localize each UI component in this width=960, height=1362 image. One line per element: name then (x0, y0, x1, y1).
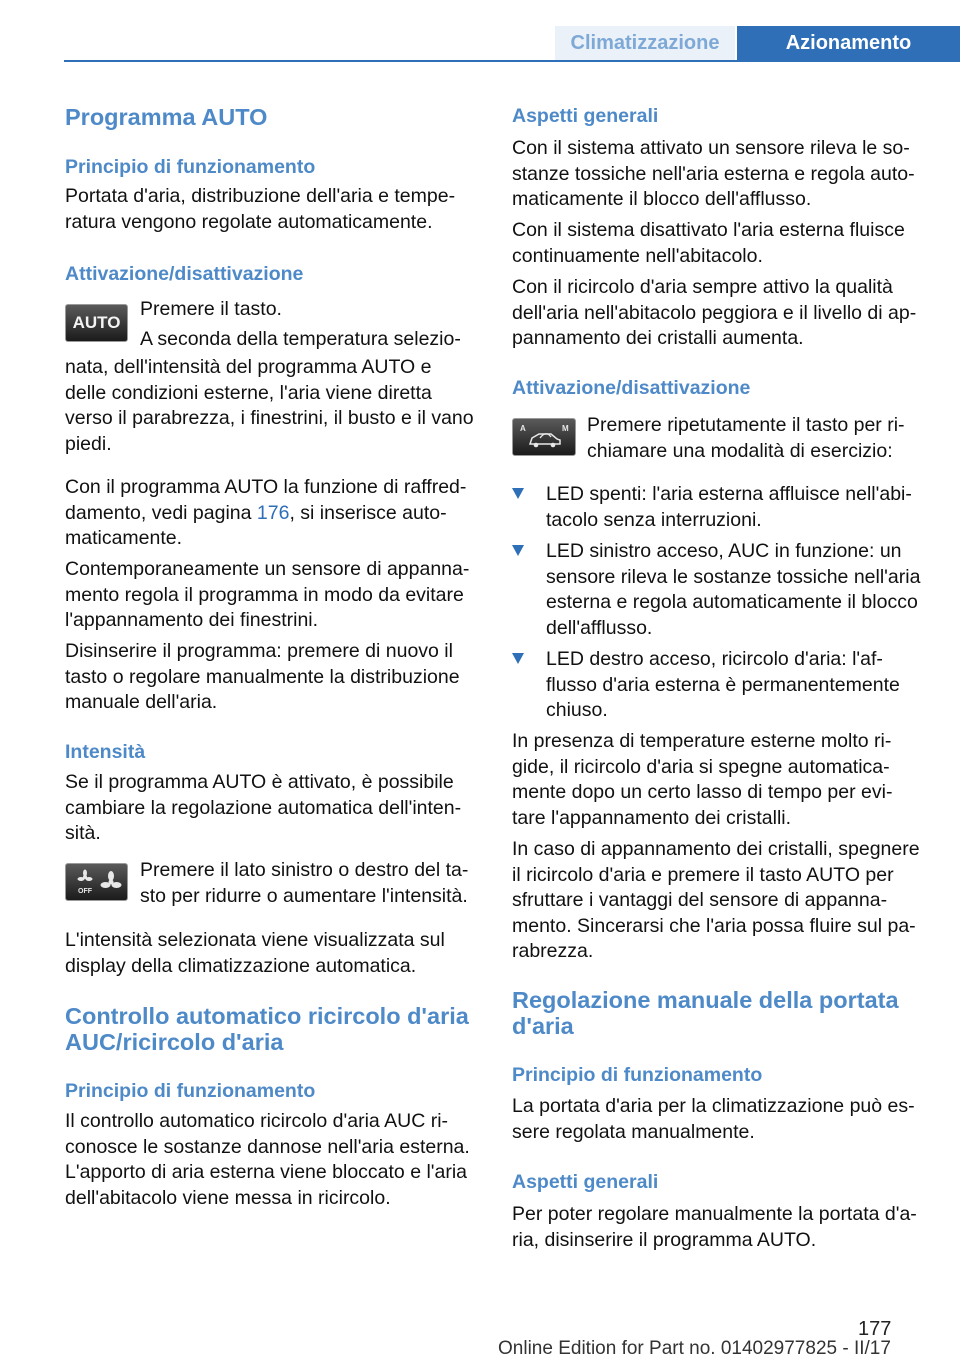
text-line: Premere il tasto. (140, 298, 282, 320)
text-line: esterna e regola automaticamente il blocco (546, 591, 918, 613)
paragraph-fogging (512, 837, 930, 965)
text-span: damento, vedi pagina (65, 501, 257, 524)
text-line: Contemporaneamente un sensore di appanna- (65, 558, 470, 580)
text-line: maticamente. (65, 527, 183, 549)
text-line: gide, il ricircolo d'aria si spegne automatica- (512, 755, 890, 778)
text-line: Se il programma AUTO è attivato, è possibile (65, 771, 454, 793)
paragraph-principle-2 (65, 1109, 477, 1211)
text-line: stanze tossiche nell'aria esterna e regola auto- (512, 162, 915, 185)
paragraph-intensity-display (65, 928, 477, 979)
heading-activation-2: Attivazione/disattivazione (512, 377, 751, 399)
text-line: flusso d'aria esterna è permanentemente (546, 673, 900, 696)
text-line: display della climatizzazione automatica. (65, 954, 417, 977)
text-line: rabrezza. (512, 940, 594, 962)
section-manual-air (512, 987, 930, 1039)
paragraph-intensity (65, 770, 477, 847)
auc-button-image (512, 418, 576, 456)
text-line: nata, dell'intensità del programma AUTO e (65, 356, 432, 378)
header-rule (64, 60, 960, 62)
text-line: pannamento dei cristalli aumenta. (512, 327, 804, 349)
text-span: , si inserisce auto- (289, 501, 447, 524)
heading-principle-3: Principio di funzionamento (512, 1064, 763, 1086)
text-line: tasto o regolare manualmente la distribuzione (65, 665, 460, 688)
heading-general-1: Aspetti generali (512, 105, 659, 127)
text-line: mento regola il programma in modo da evitare (65, 583, 464, 606)
text-line: mento. Sincerarsi che l'aria possa fluire sul pa- (512, 914, 916, 937)
footer-edition: Online Edition for Part no. 01402977825 - II/17 (498, 1338, 891, 1359)
heading-auto-program: Programma AUTO (65, 104, 268, 130)
paragraph-intensity-button (140, 858, 477, 909)
text-line: ria, disinserire il programma AUTO. (512, 1228, 817, 1251)
page-number: 177 (858, 1318, 892, 1340)
text-line: cambiare la regolazione automatica dell'inten- (65, 796, 462, 819)
triangle-bullet-icon (512, 653, 524, 664)
text-line: Con il programma AUTO la funzione di raffred- (65, 476, 467, 498)
text-line: L'apporto di aria esterna viene bloccato e l'aria (65, 1161, 468, 1183)
paragraph-switch-off (65, 639, 477, 716)
text-line: LED spenti: l'aria esterna affluisce nell'abi- (546, 483, 912, 505)
paragraph-general-1a (512, 136, 930, 213)
intensity-button-image (65, 863, 128, 901)
text-line: delle condizioni esterne, l'aria viene diretta (65, 381, 432, 404)
text-line: ratura vengono regolate automaticamente. (65, 210, 433, 233)
text-line: sità. (65, 822, 101, 844)
text-line: Per poter regolare manualmente la portata d'a- (512, 1203, 917, 1225)
header-chapter-label: Azionamento (785, 31, 912, 54)
text-line: sere regolata manualmente. (512, 1120, 755, 1143)
text-line: In presenza di temperature esterne molto ri- (512, 730, 892, 752)
paragraph-general-1b (512, 218, 930, 269)
text-line: continuamente nell'abitacolo. (512, 244, 763, 267)
paragraph-activation-1 (140, 297, 477, 352)
text-line: tare l'appannamento dei cristalli. (512, 806, 792, 829)
text-line: La portata d'aria per la climatizzazione può es- (512, 1095, 915, 1117)
paragraph-activation-1-rest (65, 355, 477, 457)
heading-manual-line: d'aria (512, 1013, 574, 1039)
text-line: manuale dell'aria. (65, 691, 218, 713)
text-line: dell'abitacolo viene messa in ricircolo. (65, 1186, 391, 1209)
paragraph-principle-3 (512, 1094, 930, 1145)
page-link-176[interactable]: 176 (256, 501, 290, 524)
heading-general-2: Aspetti generali (512, 1171, 659, 1193)
heading-manual-line: Regolazione manuale della portata (512, 987, 899, 1013)
text-line: Premere ripetutamente il tasto per ri- (587, 414, 905, 436)
text-line: Disinserire il programma: premere di nuovo il (65, 640, 453, 662)
paragraph-cold-temperatures (512, 729, 930, 831)
text-line: il ricircolo d'aria e premere il tasto AUTO per (512, 863, 894, 886)
section-auto (65, 104, 477, 130)
text-line: In caso di appannamento dei cristalli, spegnere (512, 838, 920, 860)
auc-left-letter: A (520, 424, 526, 433)
car-recirculation-icon (513, 419, 575, 455)
text-line: maticamente il blocco dell'afflusso. (512, 188, 812, 210)
text-line: dell'aria nell'abitacolo peggiora e il livello di ap- (512, 301, 917, 324)
triangle-bullet-icon (512, 488, 524, 499)
text-line: sensore rileva le sostanze tossiche nell'aria (546, 565, 921, 588)
text-line: L'intensità selezionata viene visualizzata sul (65, 929, 445, 951)
header-section-label: Climatizzazione (570, 31, 720, 54)
heading-activation-1: Attivazione/disattivazione (65, 263, 304, 285)
text-line: Portata d'aria, distribuzione dell'aria e tempe- (65, 185, 456, 207)
text-line: LED sinistro acceso, AUC in funzione: un (546, 540, 902, 562)
auto-button-image (65, 304, 128, 342)
text-line: A seconda della temperatura selezio- (140, 327, 461, 350)
fan-icon (67, 865, 127, 899)
heading-principle-2: Principio di funzionamento (65, 1080, 316, 1102)
text-line: verso il parabrezza, i finestrini, il busto e il vano (65, 407, 474, 429)
text-line: Con il sistema disattivato l'aria esterna fluisce (512, 219, 905, 241)
text-line: tacolo senza interruzioni. (546, 508, 762, 531)
heading-principle-1: Principio di funzionamento (65, 156, 316, 178)
paragraph-general-2 (512, 1202, 930, 1253)
auto-button-label: AUTO (72, 313, 121, 332)
text-line: piedi. (65, 432, 112, 455)
text-line: chiamare una modalità di esercizio: (587, 439, 893, 462)
text-line: chiuso. (546, 699, 608, 721)
heading-auc-line: AUC/ricircolo d'aria (65, 1029, 284, 1055)
header-chapter-tab (737, 26, 960, 60)
off-label: OFF (77, 888, 92, 895)
heading-auc-line: Controllo automatico ricircolo d'aria (65, 1003, 469, 1029)
paragraph-principle-1 (65, 184, 477, 235)
text-line: sto per ridurre o aumentare l'intensità. (140, 884, 468, 907)
text-line: conosce le sostanze dannose nell'aria esterna. (65, 1135, 470, 1158)
text-line: Con il ricircolo d'aria sempre attivo la qualità (512, 276, 893, 298)
triangle-bullet-icon (512, 545, 524, 556)
text-line: dell'afflusso. (546, 616, 653, 639)
heading-intensity: Intensità (65, 741, 146, 763)
header-section-tab (555, 26, 735, 60)
paragraph-fog-sensor (65, 557, 477, 634)
text-line: sfruttare i vantaggi del sensore di appanna- (512, 889, 888, 911)
section-auc (65, 1003, 477, 1055)
auc-right-letter: M (562, 424, 569, 433)
text-line: mente dopo un certo lasso di tempo per evi- (512, 781, 893, 803)
text-line: LED destro acceso, ricircolo d'aria: l'af- (546, 648, 883, 670)
paragraph-cooling (65, 475, 477, 552)
text-line: Premere il lato sinistro o destro del ta- (140, 859, 469, 881)
paragraph-activation-2 (587, 413, 930, 464)
paragraph-general-1c (512, 275, 930, 352)
text-line: l'appannamento dei finestrini. (65, 609, 319, 631)
text-line: Il controllo automatico ricircolo d'aria AUC ri- (65, 1110, 449, 1132)
text-line: Con il sistema attivato un sensore rileva le so- (512, 137, 910, 159)
